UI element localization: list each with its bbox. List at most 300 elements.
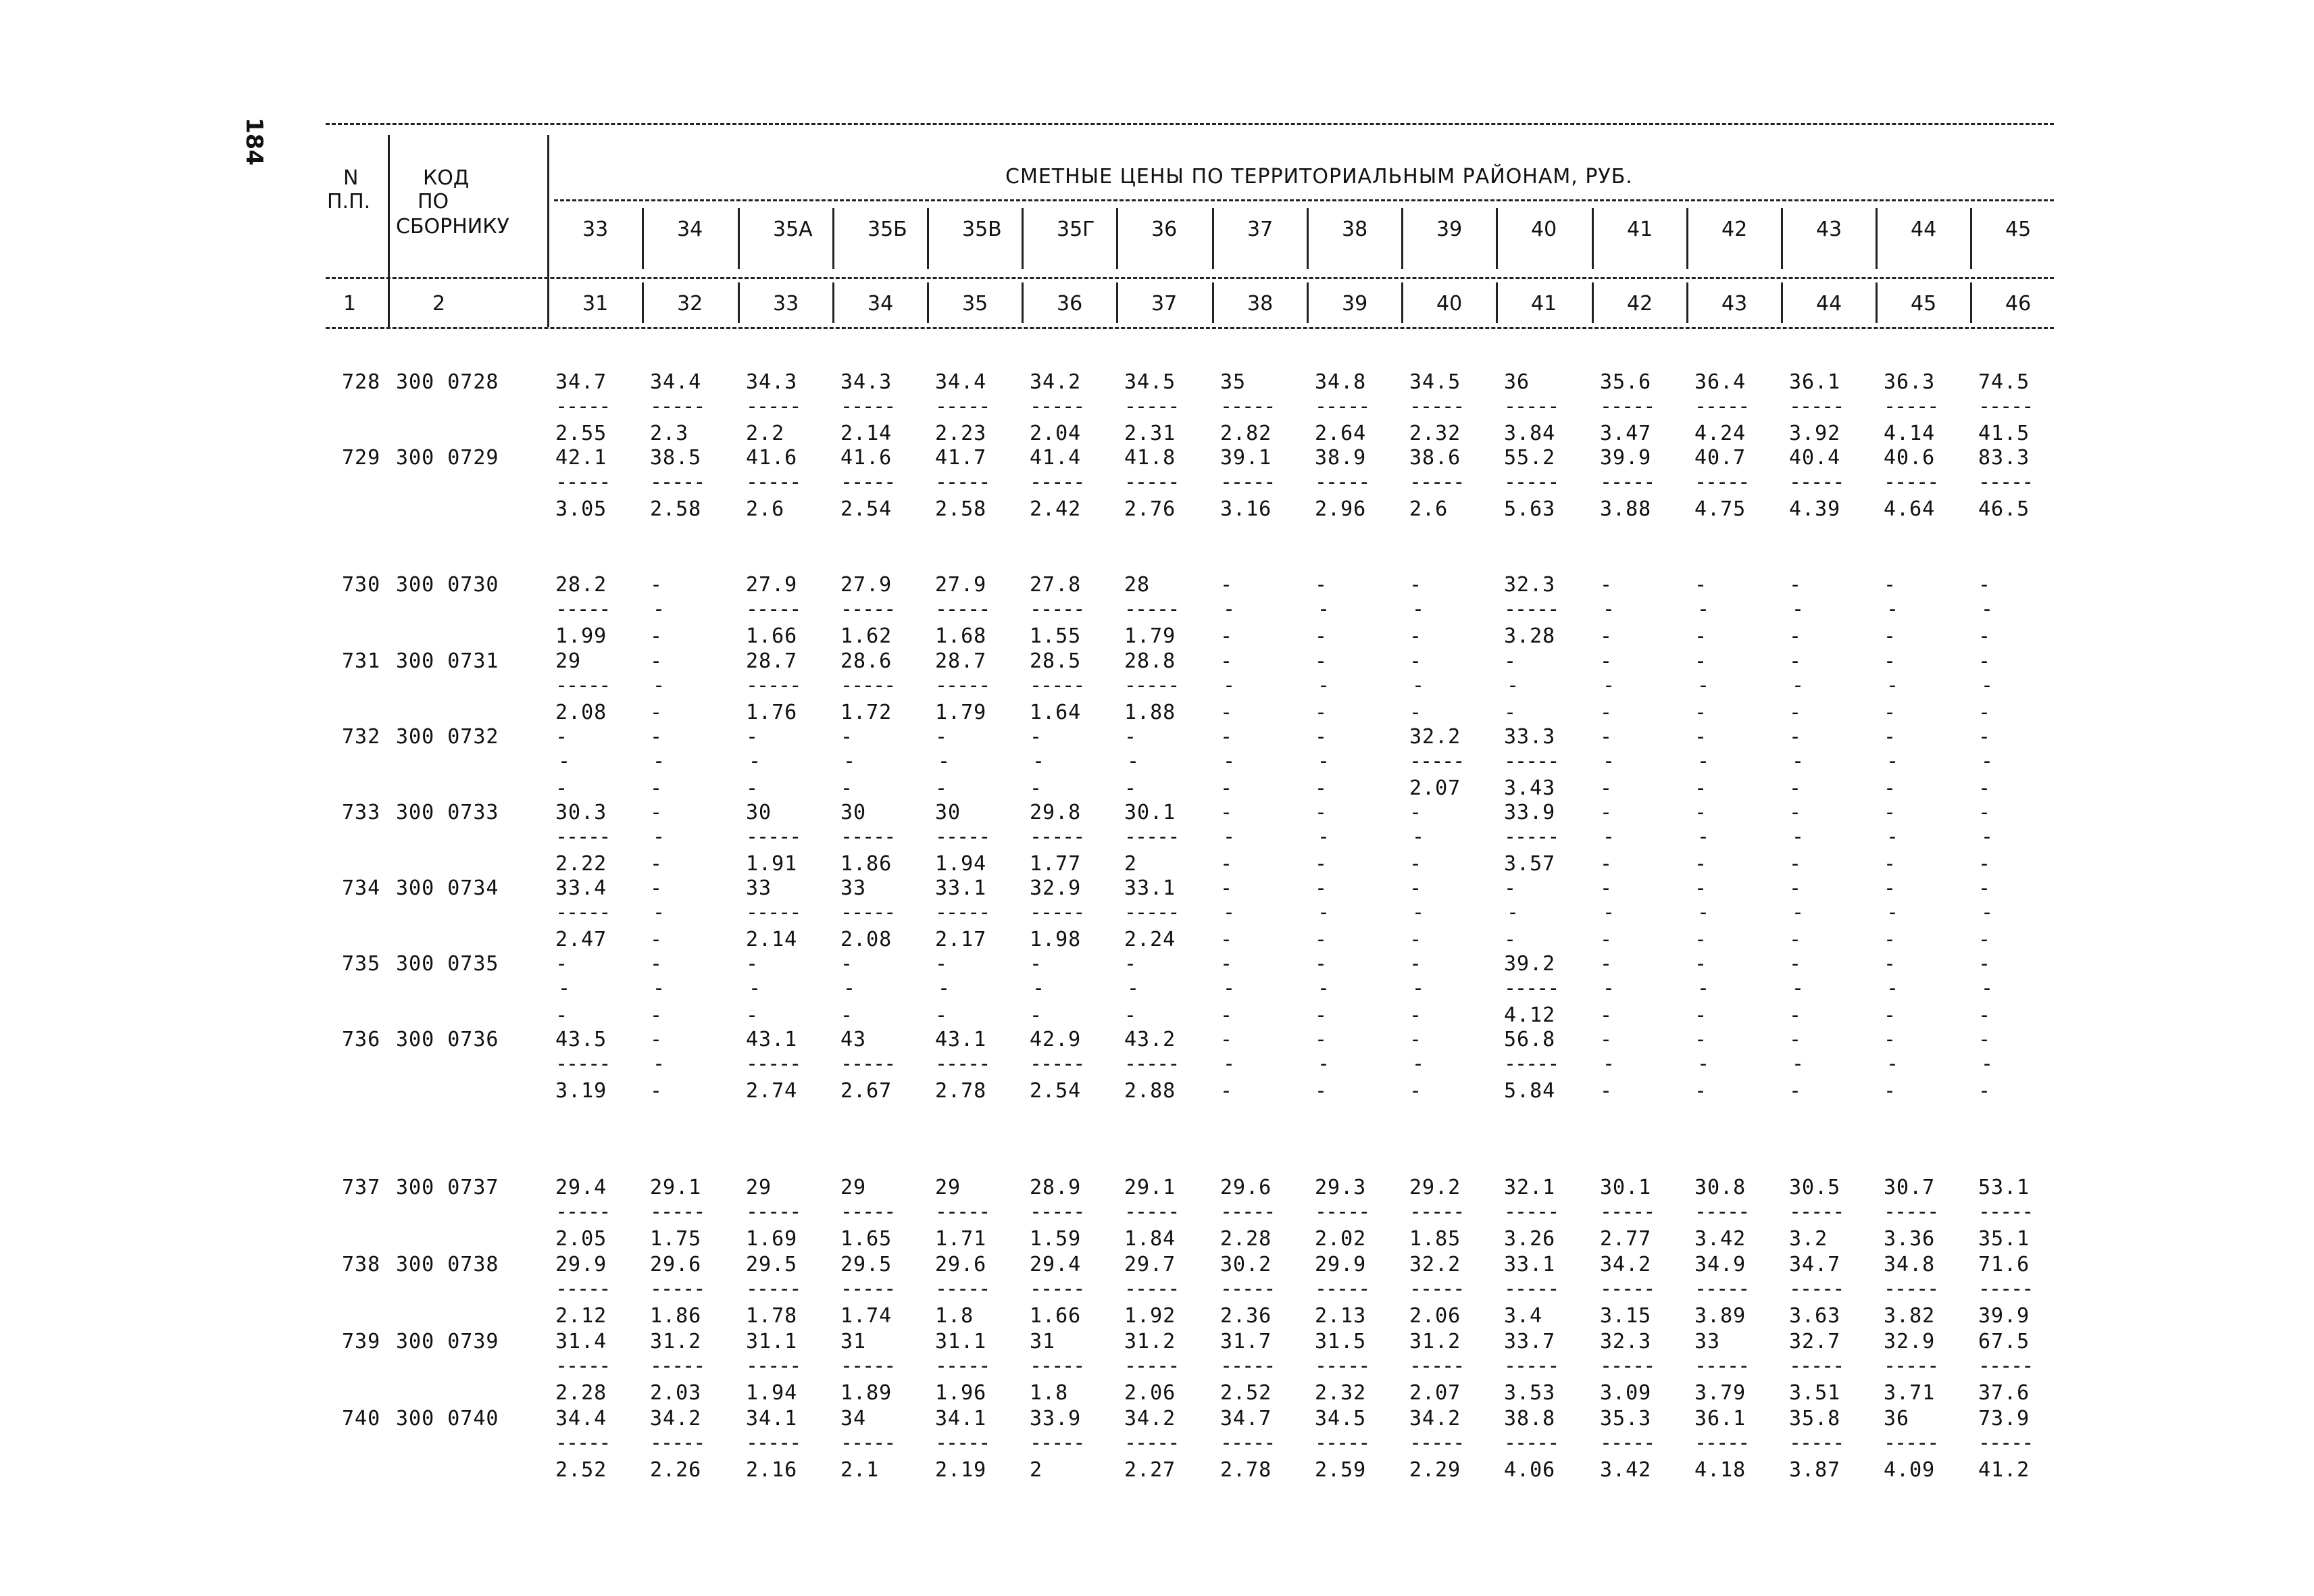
- cost-value: 2.06: [1409, 1304, 1461, 1328]
- cost-value: 2.29: [1409, 1458, 1461, 1482]
- column-divider: [1496, 208, 1498, 269]
- fraction-bar: -----: [1030, 1200, 1084, 1224]
- cost-value: -: [1884, 624, 1897, 648]
- column-divider: [1212, 282, 1214, 323]
- price-value: 29.1: [1124, 1176, 1176, 1199]
- dash-value: -: [653, 1052, 666, 1076]
- price-value: 39.1: [1220, 446, 1272, 470]
- cost-value: 2.76: [1124, 497, 1176, 521]
- cost-value: -: [1220, 1079, 1234, 1103]
- price-value: 27.9: [935, 573, 987, 597]
- dash-value: -: [1697, 825, 1711, 849]
- price-value: -: [840, 725, 854, 749]
- cost-value: 1.64: [1030, 701, 1082, 724]
- price-value: -: [1409, 876, 1423, 900]
- cost-value: 1.84: [1124, 1227, 1176, 1251]
- row-number: 733: [342, 801, 381, 824]
- cost-value: -: [1600, 1003, 1613, 1027]
- cost-value: 2.6: [746, 497, 785, 521]
- price-value: 29.6: [935, 1253, 987, 1276]
- row-number: 731: [342, 649, 381, 673]
- district-header: 35Г: [1057, 218, 1095, 241]
- price-value: -: [1694, 725, 1708, 749]
- price-value: 29: [935, 1176, 961, 1199]
- price-value: 34.4: [555, 1407, 607, 1430]
- dash-value: -: [1697, 597, 1711, 621]
- row-number: 732: [342, 725, 381, 749]
- price-value: 34.7: [1220, 1407, 1272, 1430]
- dash-value: -: [558, 749, 572, 773]
- price-value: 27.9: [746, 573, 798, 597]
- row-code: 300 0733: [396, 801, 499, 824]
- cost-value: 1.69: [746, 1227, 798, 1251]
- col1-label-line2: П.П.: [327, 190, 371, 214]
- cost-value: -: [1409, 852, 1423, 876]
- cost-value: 3.87: [1789, 1458, 1841, 1482]
- price-value: 30.5: [1789, 1176, 1841, 1199]
- cost-value: -: [1884, 1079, 1897, 1103]
- header-top-rule: [326, 123, 2054, 125]
- fraction-bar: -----: [1030, 1354, 1084, 1378]
- fraction-bar: -----: [935, 597, 990, 621]
- cost-value: 2.24: [1124, 928, 1176, 951]
- cost-value: 2.74: [746, 1079, 798, 1103]
- cost-value: -: [1315, 1003, 1328, 1027]
- cost-value: 41.5: [1978, 422, 2030, 445]
- fraction-bar: -----: [1124, 1354, 1179, 1378]
- fraction-bar: -----: [555, 597, 610, 621]
- cost-value: 39.9: [1978, 1304, 2030, 1328]
- price-value: 74.5: [1978, 370, 2030, 394]
- fraction-bar: -----: [1124, 674, 1179, 697]
- row-number: 739: [342, 1330, 381, 1353]
- cost-value: 1.68: [935, 624, 987, 648]
- price-value: 27.9: [840, 573, 892, 597]
- cost-value: -: [1220, 776, 1234, 800]
- cost-value: -: [1694, 1079, 1708, 1103]
- price-value: 33: [840, 876, 867, 900]
- fraction-bar: -----: [1409, 470, 1464, 494]
- column-divider: [1116, 208, 1118, 269]
- price-value: 43.2: [1124, 1028, 1176, 1051]
- cost-value: 1.99: [555, 624, 607, 648]
- cost-value: -: [1030, 1003, 1043, 1027]
- column-divider: [1970, 282, 1972, 323]
- price-value: -: [1789, 649, 1803, 673]
- col-number: 31: [582, 292, 609, 316]
- price-value: -: [1600, 649, 1613, 673]
- dash-value: -: [1697, 901, 1711, 924]
- cost-value: -: [1789, 776, 1803, 800]
- cost-value: 1.79: [1124, 624, 1176, 648]
- price-value: 28: [1124, 573, 1151, 597]
- price-value: -: [650, 1028, 663, 1051]
- price-value: 29.1: [650, 1176, 702, 1199]
- price-value: 34.2: [1030, 370, 1082, 394]
- fraction-bar: -----: [1694, 1200, 1749, 1224]
- cost-value: 2.82: [1220, 422, 1272, 445]
- price-value: 28.6: [840, 649, 892, 673]
- cost-value: -: [650, 928, 663, 951]
- district-header: 39: [1436, 218, 1463, 241]
- cost-value: 2.08: [840, 928, 892, 951]
- price-value: -: [1884, 1028, 1897, 1051]
- dash-value: -: [1697, 674, 1711, 697]
- fraction-bar: -----: [1789, 1431, 1844, 1455]
- cost-value: 2.52: [555, 1458, 607, 1482]
- fraction-bar: -----: [1124, 395, 1179, 418]
- col-number: 2: [432, 292, 446, 316]
- dash-value: -: [1886, 901, 1900, 924]
- cost-value: 1.86: [840, 852, 892, 876]
- row-number: 734: [342, 876, 381, 900]
- fraction-bar: -----: [935, 825, 990, 849]
- cost-value: 1.59: [1030, 1227, 1082, 1251]
- fraction-bar: -----: [746, 1052, 801, 1076]
- dash-value: -: [653, 825, 666, 849]
- price-value: 30: [746, 801, 772, 824]
- fraction-bar: -----: [555, 1277, 610, 1301]
- cost-value: 3.71: [1884, 1381, 1936, 1405]
- district-header: 43: [1816, 218, 1842, 241]
- price-value: -: [1220, 725, 1234, 749]
- cost-value: 2.16: [746, 1458, 798, 1482]
- fraction-bar: -----: [746, 1200, 801, 1224]
- cost-value: 2.54: [1030, 1079, 1082, 1103]
- cost-value: 2.77: [1600, 1227, 1652, 1251]
- cost-value: -: [1600, 852, 1613, 876]
- price-value: -: [1600, 725, 1613, 749]
- cost-value: 1.98: [1030, 928, 1082, 951]
- fraction-bar: -----: [840, 674, 895, 697]
- cost-value: 1.8: [1030, 1381, 1069, 1405]
- column-divider: [1876, 282, 1878, 323]
- fraction-bar: -----: [1884, 395, 1938, 418]
- fraction-bar: -----: [1504, 597, 1559, 621]
- price-value: -: [1030, 952, 1043, 976]
- price-value: 32.3: [1504, 573, 1556, 597]
- column-divider: [738, 208, 740, 269]
- fraction-bar: -----: [1504, 470, 1559, 494]
- fraction-bar: -----: [935, 1431, 990, 1455]
- fraction-bar: -----: [1220, 470, 1275, 494]
- page-number: 184: [241, 118, 268, 166]
- dash-value: -: [1603, 1052, 1616, 1076]
- price-value: 32.3: [1600, 1330, 1652, 1353]
- fraction-bar: -----: [555, 901, 610, 924]
- price-value: -: [1409, 649, 1423, 673]
- cost-value: 5.84: [1504, 1079, 1556, 1103]
- price-value: 38.9: [1315, 446, 1367, 470]
- fraction-bar: -----: [1694, 1431, 1749, 1455]
- row-code: 300 0737: [396, 1176, 499, 1199]
- cost-value: -: [1600, 624, 1613, 648]
- cost-value: -: [1884, 776, 1897, 800]
- fraction-bar: -----: [1978, 1200, 2033, 1224]
- fraction-bar: -----: [1124, 1052, 1179, 1076]
- cost-value: 3.15: [1600, 1304, 1652, 1328]
- column-divider: [1212, 208, 1214, 269]
- dash-value: -: [1412, 674, 1426, 697]
- fraction-bar: -----: [1315, 470, 1369, 494]
- price-value: 29.6: [650, 1253, 702, 1276]
- cost-value: -: [1600, 928, 1613, 951]
- cost-value: -: [1978, 852, 1992, 876]
- fraction-bar: -----: [650, 470, 705, 494]
- dash-value: -: [938, 749, 951, 773]
- col1-label-line1: N: [343, 166, 359, 190]
- fraction-bar: -----: [1124, 1431, 1179, 1455]
- price-value: -: [1789, 801, 1803, 824]
- dash-value: -: [653, 674, 666, 697]
- price-value: 31.1: [935, 1330, 987, 1353]
- cost-value: -: [650, 1003, 663, 1027]
- cost-value: 3.92: [1789, 422, 1841, 445]
- col-number: 44: [1816, 292, 1842, 316]
- fraction-bar: -----: [1124, 470, 1179, 494]
- cost-value: 1.77: [1030, 852, 1082, 876]
- cost-value: -: [746, 776, 759, 800]
- column-divider: [1307, 282, 1309, 323]
- dash-value: -: [1603, 674, 1616, 697]
- fraction-bar: -----: [1220, 1200, 1275, 1224]
- cost-value: 1.78: [746, 1304, 798, 1328]
- fraction-bar: -----: [935, 1200, 990, 1224]
- dash-value: -: [1886, 1052, 1900, 1076]
- cost-value: -: [1789, 701, 1803, 724]
- cost-value: 41.2: [1978, 1458, 2030, 1482]
- price-value: -: [650, 649, 663, 673]
- fraction-bar: -----: [840, 825, 895, 849]
- dash-value: -: [1603, 749, 1616, 773]
- price-value: 43: [840, 1028, 867, 1051]
- fraction-bar: -----: [1789, 1200, 1844, 1224]
- cost-value: 2.12: [555, 1304, 607, 1328]
- cost-value: 3.51: [1789, 1381, 1841, 1405]
- price-value: 34.8: [1315, 370, 1367, 394]
- cost-value: -: [1884, 928, 1897, 951]
- cost-value: 1.85: [1409, 1227, 1461, 1251]
- price-value: -: [1694, 1028, 1708, 1051]
- price-value: -: [1600, 801, 1613, 824]
- fraction-bar: -----: [1789, 1277, 1844, 1301]
- cost-value: 2.64: [1315, 422, 1367, 445]
- price-value: -: [1315, 952, 1328, 976]
- cost-value: 1.94: [746, 1381, 798, 1405]
- price-value: -: [650, 725, 663, 749]
- fraction-bar: -----: [1978, 1354, 2033, 1378]
- cost-value: -: [1884, 852, 1897, 876]
- dash-value: -: [1886, 597, 1900, 621]
- cost-value: 1.88: [1124, 701, 1176, 724]
- dash-value: -: [1317, 1052, 1331, 1076]
- fraction-bar: -----: [555, 674, 610, 697]
- fraction-bar: -----: [1600, 1200, 1655, 1224]
- cost-value: 3.4: [1504, 1304, 1543, 1328]
- cost-value: 37.6: [1978, 1381, 2030, 1405]
- price-value: -: [1600, 952, 1613, 976]
- cost-value: -: [650, 701, 663, 724]
- dash-value: -: [1412, 825, 1426, 849]
- cost-value: -: [1694, 928, 1708, 951]
- dash-value: -: [1981, 1052, 1994, 1076]
- fraction-bar: -----: [1124, 1277, 1179, 1301]
- table-title: СМЕТНЫЕ ЦЕНЫ ПО ТЕРРИТОРИАЛЬНЫМ РАЙОНАМ, РУБ.: [1005, 165, 1633, 189]
- dash-value: -: [558, 976, 572, 1000]
- district-header: 33: [582, 218, 609, 241]
- cost-value: -: [1978, 776, 1992, 800]
- price-value: 36.3: [1884, 370, 1936, 394]
- dash-value: -: [1223, 976, 1236, 1000]
- column-divider: [738, 282, 740, 323]
- price-value: 34.2: [1600, 1253, 1652, 1276]
- column-divider: [1686, 282, 1688, 323]
- cost-value: 2.14: [840, 422, 892, 445]
- fraction-bar: -----: [1220, 1277, 1275, 1301]
- price-value: -: [1409, 573, 1423, 597]
- cost-value: 1.96: [935, 1381, 987, 1405]
- dash-value: -: [1127, 749, 1140, 773]
- price-value: -: [650, 573, 663, 597]
- price-value: 29.9: [1315, 1253, 1367, 1276]
- cost-value: -: [1978, 1003, 1992, 1027]
- cost-value: -: [1409, 1079, 1423, 1103]
- fraction-bar: -----: [1409, 395, 1464, 418]
- fraction-bar: -----: [1694, 1277, 1749, 1301]
- fraction-bar: -----: [555, 1052, 610, 1076]
- fraction-bar: -----: [1030, 395, 1084, 418]
- dash-value: -: [1792, 901, 1805, 924]
- price-value: 42.9: [1030, 1028, 1082, 1051]
- price-value: -: [1884, 725, 1897, 749]
- price-value: -: [1315, 801, 1328, 824]
- price-value: -: [1315, 725, 1328, 749]
- cost-value: 2.42: [1030, 497, 1082, 521]
- row-code: 300 0739: [396, 1330, 499, 1353]
- row-number: 738: [342, 1253, 381, 1276]
- column-divider: [547, 135, 549, 277]
- cost-value: 1.94: [935, 852, 987, 876]
- cost-value: 2.96: [1315, 497, 1367, 521]
- price-value: -: [1220, 876, 1234, 900]
- column-divider: [1686, 208, 1688, 269]
- row-code: 300 0729: [396, 446, 499, 470]
- cost-value: 2.55: [555, 422, 607, 445]
- dash-value: -: [1317, 597, 1331, 621]
- fraction-bar: -----: [1030, 901, 1084, 924]
- price-value: 38.8: [1504, 1407, 1556, 1430]
- cost-value: 1.86: [650, 1304, 702, 1328]
- price-value: 43.1: [935, 1028, 987, 1051]
- price-value: -: [1220, 649, 1234, 673]
- fraction-bar: -----: [1978, 395, 2033, 418]
- column-divider: [642, 282, 644, 323]
- dash-value: -: [1223, 749, 1236, 773]
- fraction-bar: -----: [935, 395, 990, 418]
- price-value: 34.1: [935, 1407, 987, 1430]
- fraction-bar: -----: [746, 395, 801, 418]
- price-value: 31.4: [555, 1330, 607, 1353]
- cost-value: 5.63: [1504, 497, 1556, 521]
- fraction-bar: -----: [1315, 395, 1369, 418]
- price-value: 36: [1884, 1407, 1910, 1430]
- dash-value: -: [749, 976, 762, 1000]
- price-value: 30: [840, 801, 867, 824]
- price-value: 40.4: [1789, 446, 1841, 470]
- col-number: 35: [962, 292, 988, 316]
- fraction-bar: -----: [1124, 825, 1179, 849]
- price-value: -: [840, 952, 854, 976]
- cost-value: -: [1315, 701, 1328, 724]
- price-value: 56.8: [1504, 1028, 1556, 1051]
- cost-value: -: [1600, 701, 1613, 724]
- fraction-bar: -----: [650, 1354, 705, 1378]
- district-header: 35В: [962, 218, 1002, 241]
- fraction-bar: -----: [1884, 1277, 1938, 1301]
- price-value: -: [1789, 725, 1803, 749]
- dash-value: -: [1886, 825, 1900, 849]
- cost-value: -: [1315, 776, 1328, 800]
- dash-value: -: [938, 976, 951, 1000]
- cost-value: -: [935, 776, 949, 800]
- cost-value: -: [1600, 1079, 1613, 1103]
- price-value: 29.5: [840, 1253, 892, 1276]
- fraction-bar: -----: [935, 1354, 990, 1378]
- fraction-bar: -----: [1694, 395, 1749, 418]
- price-value: 29.6: [1220, 1176, 1272, 1199]
- fraction-bar: -----: [1884, 1431, 1938, 1455]
- cost-value: -: [840, 776, 854, 800]
- dash-value: -: [1412, 1052, 1426, 1076]
- price-value: 29.8: [1030, 801, 1082, 824]
- dash-value: -: [1981, 749, 1994, 773]
- fraction-bar: -----: [746, 674, 801, 697]
- cost-value: -: [1315, 928, 1328, 951]
- cost-value: -: [1884, 1003, 1897, 1027]
- column-divider: [388, 277, 390, 327]
- cost-value: -: [650, 776, 663, 800]
- fraction-bar: -----: [1884, 470, 1938, 494]
- price-value: -: [1978, 1028, 1992, 1051]
- price-value: 30.2: [1220, 1253, 1272, 1276]
- price-value: -: [1504, 649, 1517, 673]
- col-number: 1: [343, 292, 357, 316]
- cost-value: 2.23: [935, 422, 987, 445]
- column-divider: [1876, 208, 1878, 269]
- cost-value: -: [1600, 776, 1613, 800]
- fraction-bar: -----: [746, 901, 801, 924]
- cost-value: 2.17: [935, 928, 987, 951]
- fraction-bar: -----: [1220, 1431, 1275, 1455]
- row-code: 300 0740: [396, 1407, 499, 1430]
- cost-value: -: [1694, 776, 1708, 800]
- fraction-bar: -----: [840, 1277, 895, 1301]
- cost-value: 4.06: [1504, 1458, 1556, 1482]
- fraction-bar: -----: [1409, 1200, 1464, 1224]
- fraction-bar: -----: [1600, 470, 1655, 494]
- price-value: 36.4: [1694, 370, 1746, 394]
- price-value: 38.6: [1409, 446, 1461, 470]
- fraction-bar: -----: [650, 1277, 705, 1301]
- price-value: -: [1409, 952, 1423, 976]
- price-value: 43.5: [555, 1028, 607, 1051]
- price-value: -: [1504, 876, 1517, 900]
- price-value: 41.4: [1030, 446, 1082, 470]
- price-value: 31.1: [746, 1330, 798, 1353]
- price-value: -: [935, 952, 949, 976]
- dash-value: -: [1792, 1052, 1805, 1076]
- row-code: 300 0738: [396, 1253, 499, 1276]
